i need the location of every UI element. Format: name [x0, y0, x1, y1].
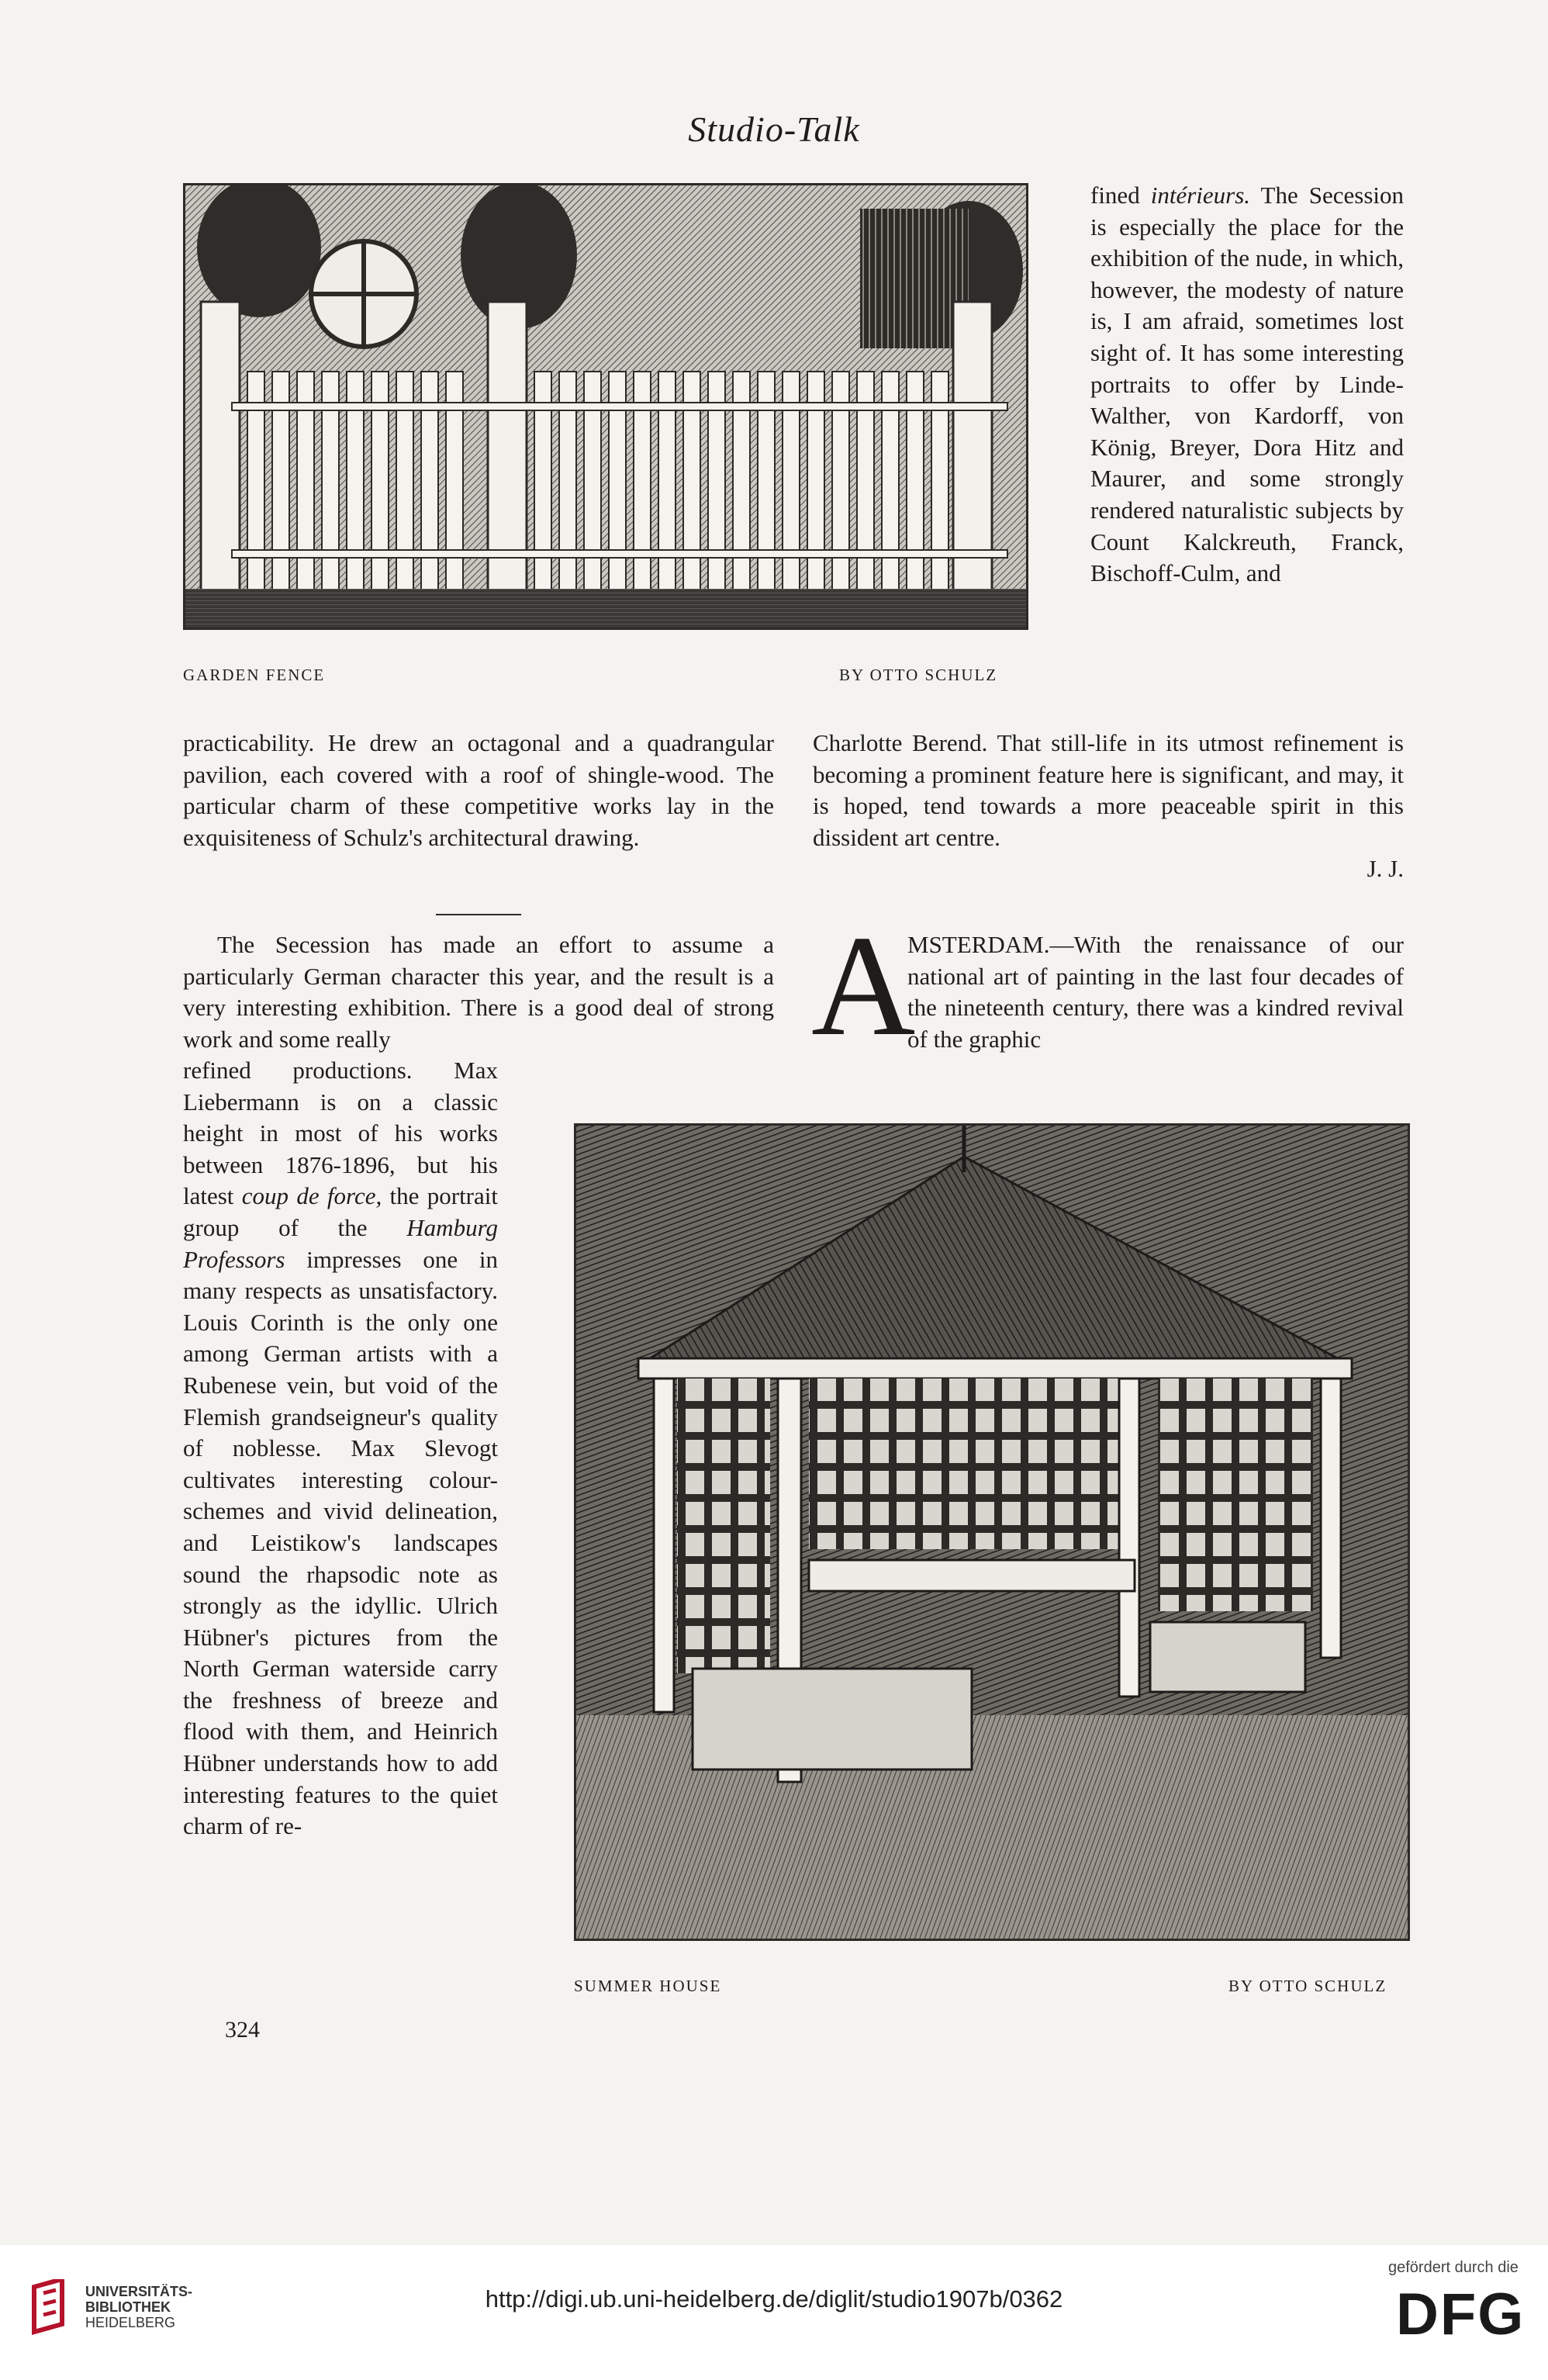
secession-lead-text: The Secession has made an effort to assume a particularly German character this year, and the result is a very interesting exhibition. There is a good deal of strong work and some really — [183, 931, 774, 1053]
garden-fence-illustration — [183, 183, 1028, 630]
right-upper-word: fined — [1090, 182, 1140, 209]
practicability-text: practicability. He drew an octagonal and a quadrangular pavilion, each covered with a roof of shingle-wood. The particular charm of these competitive works lay in the exquisiteness of Schulz's architectural drawing. — [183, 729, 774, 851]
dfg-logo: DFG — [1396, 2281, 1526, 2347]
interieurs-italic: intérieurs. — [1150, 182, 1251, 209]
library-line-2: BIBLIOTHEK — [85, 2299, 171, 2315]
fence-caption-title: GARDEN FENCE — [183, 666, 326, 684]
secession-text-1: refined productions. Max Liebermann is on a classic height in most of his works between 1876-1896, but his latest — [183, 1057, 498, 1210]
amsterdam-text: MSTERDAM.—With the renaissance of our national art of painting in the last four decades of the nineteenth century, there was a kindred revival of the graphic — [907, 931, 1404, 1053]
section-rule — [436, 914, 521, 915]
secession-narrow — [183, 1055, 498, 1842]
secession-text-3: impresses one in many respects as unsatisfactory. Louis Corinth is the only one among German artists with a Rubenese vein, but void of the Flemish grandseigneur's quality of noblesse. Max Slevogt cultivates interesting colour-schemes and vivid delineation, and Leistikow's landscapes sound the rhapsodic note as strongly as the idyllic. Ulrich Hübner's pictures from the North German waterside carry the freshness of breeze and flood with them, and Heinrich Hübner understands how to add interesting features to the quiet charm of re- — [183, 1245, 498, 1840]
source-url-link[interactable]: http://digi.ub.uni-heidelberg.de/diglit/studio1907b/0362 — [485, 2285, 1063, 2313]
hamburg-italic: Hamburg Professors — [183, 1213, 498, 1273]
running-title: Studio-Talk — [688, 109, 860, 149]
right-upper-text: The Secession is especially the place for the exhibition of the nude, in which, however, the modesty of nature is, I am afraid, sometimes lost sight of. It has some interesting portraits to offer by Linde-Walther, von Kardorff, von König, Breyer, Dora Hitz and Maurer, and some strongly rendered naturalistic subjects by Count Kalckreuth, Franck, Bischoff-Culm, and — [1090, 182, 1404, 587]
summer-house-caption-title: SUMMER HOUSE — [574, 1977, 722, 1995]
coup-italic: coup de force, — [241, 1182, 382, 1210]
funded-by-text: gefördert durch die — [1388, 2259, 1519, 2276]
amsterdam-paragraph — [907, 929, 1404, 1055]
summer-house-caption-credit: BY OTTO SCHULZ — [1228, 1977, 1387, 1995]
right-mid-paragraph — [813, 728, 1404, 885]
signature: J. J. — [1367, 855, 1404, 883]
library-line-3: HEIDELBERG — [85, 2315, 176, 2330]
secession-lead — [183, 929, 774, 1055]
berend-text: Charlotte Berend. That still-life in its utmost refinement is becoming a prominent feature here is significant, and may, it is hoped, tend towards a more peaceable spirit in this dissident art centre. — [813, 729, 1404, 851]
right-upper-column — [1090, 180, 1404, 590]
library-line-1: UNIVERSITÄTS- — [85, 2284, 193, 2299]
secession-text-2: the portrait group of the — [183, 1182, 498, 1241]
page-number: 324 — [225, 2017, 260, 2043]
drop-cap: A — [811, 906, 916, 1066]
fence-caption-credit: BY OTTO SCHULZ — [839, 666, 998, 684]
summer-house-illustration — [574, 1123, 1410, 1941]
left-upper-paragraph — [183, 728, 774, 853]
